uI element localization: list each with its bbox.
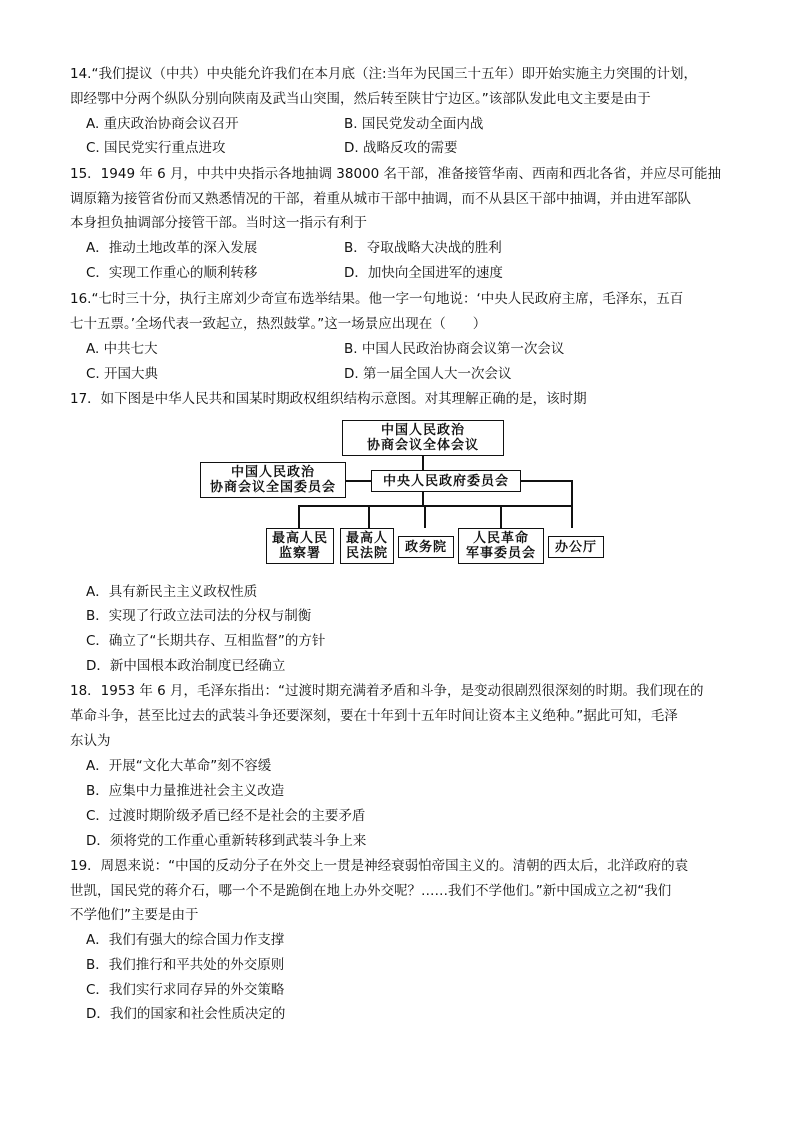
q16-option-d[interactable]: D. 第一届全国人大一次会议 — [344, 366, 512, 382]
connector-top-down — [422, 456, 424, 470]
connector-b4 — [500, 505, 502, 528]
military-commission-box: 人民革命 军事委员会 — [458, 528, 544, 564]
q18-stem-line-3: 东认为 — [70, 733, 111, 749]
q14-option-a[interactable]: A. 重庆政治协商会议召开 — [86, 116, 239, 132]
q19-stem-line-2: 世凯，国民党的蒋介石，哪一个不是跪倒在地上办外交呢？……我们不学他们。”新中国成立之初“我们 — [70, 883, 672, 899]
q14-stem-line-1: 14.“我们提议（中共）中央能允许我们在本月底（注:当年为民国三十五年）即开始实施主力突围的计划， — [70, 66, 698, 82]
q18-stem-line-2: 革命斗争，甚至比过去的武装斗争还要深刻，要在十年到十五年时间让资本主义绝种。”据此可知，毛泽 — [70, 708, 678, 724]
q15-option-a[interactable]: A．推动土地改革的深入发展 — [86, 240, 258, 256]
q18-option-b[interactable]: B．应集中力量推进社会主义改造 — [86, 783, 285, 799]
q17-option-d[interactable]: D．新中国根本政治制度已经确立 — [86, 658, 286, 674]
q17-option-c[interactable]: C．确立了“长期共存、互相监督”的方针 — [86, 633, 326, 649]
q16-option-c[interactable]: C. 开国大典 — [86, 366, 159, 382]
connector-b3 — [424, 505, 426, 528]
q18-option-a[interactable]: A．开展“文化大革命”刻不容缓 — [86, 758, 272, 774]
cppcc-national-committee-box: 中国人民政治 协商会议全国委员会 — [200, 462, 346, 498]
q14-stem-line-2: 即经鄂中分两个纵队分别向陕南及武当山突围，然后转至陕甘宁边区。”该部队发此电文主要是由于 — [70, 91, 651, 107]
connector-office-horizontal — [521, 480, 571, 482]
q15-option-c[interactable]: C．实现工作重心的顺利转移 — [86, 265, 258, 281]
q16-option-b[interactable]: B. 中国人民政治协商会议第一次会议 — [344, 341, 565, 357]
central-government-committee-box: 中央人民政府委员会 — [371, 470, 521, 492]
q18-stem-line-1: 18．1953 年 6 月，毛泽东指出：“过渡时期充满着矛盾和斗争，是变动很剧烈很深刻的时期。我们现在的 — [70, 683, 704, 699]
q17-option-b[interactable]: B．实现了行政立法司法的分权与制衡 — [86, 608, 312, 624]
q17-stem-line-1: 17．如下图是中华人民共和国某时期政权组织结构示意图。对其理解正确的是，该时期 — [70, 391, 587, 407]
q19-option-d[interactable]: D．我们的国家和社会性质决定的 — [86, 1006, 286, 1022]
q15-stem-line-1: 15．1949 年 6 月，中共中央指示各地抽调 38000 名干部，准备接管华南、西南和西北各省，并应尽可能抽 — [70, 166, 722, 182]
q18-option-c[interactable]: C．过渡时期阶级矛盾已经不是社会的主要矛盾 — [86, 808, 366, 824]
q14-option-c[interactable]: C. 国民党实行重点进攻 — [86, 140, 226, 156]
q15-stem-line-2: 调原籍为接管省份而又熟悉情况的干部，着重从城市干部中抽调，而不从县区干部中抽调，并由进军部队 — [70, 191, 691, 207]
connector-office-down — [571, 480, 573, 528]
q15-option-d[interactable]: D．加快向全国进军的速度 — [344, 265, 503, 281]
q18-option-d[interactable]: D．须将党的工作重心重新转移到武装斗争上来 — [86, 833, 367, 849]
q19-stem-line-3: 不学他们”主要是由于 — [70, 907, 199, 923]
government-structure-diagram — [196, 418, 606, 568]
connector-center-down — [422, 492, 424, 505]
supreme-court-box: 最高人 民法院 — [340, 528, 394, 564]
q19-option-a[interactable]: A．我们有强大的综合国力作支撑 — [86, 932, 285, 948]
connector-left — [346, 480, 371, 482]
q16-stem-line-2: 七十五票。’全场代表一致起立，热烈鼓掌。”这一场景应出现在（ ） — [70, 316, 487, 332]
q16-stem-line-1: 16.“七时三十分，执行主席刘少奇宣布选举结果。他一字一句地说：‘中央人民政府主席，毛泽东，五百 — [70, 291, 684, 307]
q16-option-a[interactable]: A. 中共七大 — [86, 341, 158, 357]
government-administration-council-box: 政务院 — [398, 536, 454, 558]
cppcc-plenary-box: 中国人民政治 协商会议全体会议 — [342, 420, 504, 456]
q15-stem-line-3: 本身担负抽调部分接管干部。当时这一指示有利于 — [70, 215, 367, 231]
q14-option-b[interactable]: B. 国民党发动全面内战 — [344, 116, 484, 132]
q19-option-c[interactable]: C．我们实行求同存异的外交策略 — [86, 982, 285, 998]
q17-option-a[interactable]: A．具有新民主主义政权性质 — [86, 584, 258, 600]
connector-horizontal-bus — [298, 505, 572, 507]
general-office-box: 办公厅 — [548, 536, 604, 558]
q19-option-b[interactable]: B．我们推行和平共处的外交原则 — [86, 957, 285, 973]
supreme-procuratorate-box: 最高人民 监察署 — [266, 528, 334, 564]
q15-option-b[interactable]: B．夺取战略大决战的胜利 — [344, 240, 502, 256]
q14-option-d[interactable]: D. 战略反攻的需要 — [344, 140, 458, 156]
connector-b1 — [298, 505, 300, 528]
connector-b2 — [368, 505, 370, 528]
q19-stem-line-1: 19．周恩来说：“中国的反动分子在外交上一贯是神经衰弱怕帝国主义的。清朝的西太后，北洋政府的袁 — [70, 858, 689, 874]
